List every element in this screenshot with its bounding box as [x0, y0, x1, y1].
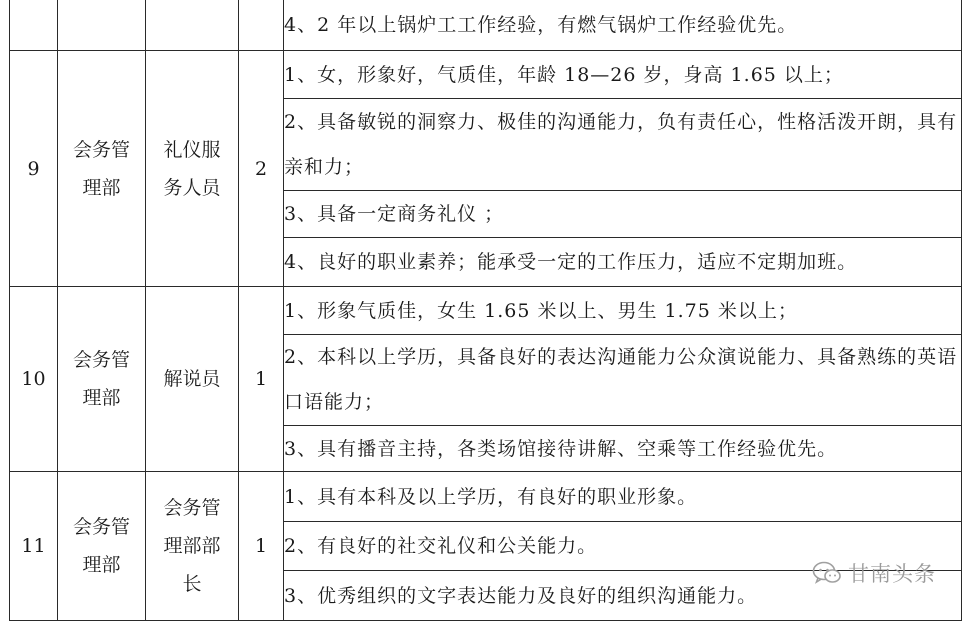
job-requirements-table: [9, 0, 962, 621]
headcount-cell: 2: [239, 51, 284, 287]
department-line: 会务管: [72, 138, 130, 161]
table-row: [10, 51, 962, 99]
department-line: 理部: [82, 176, 121, 199]
position-line: 理部部: [163, 535, 221, 557]
department-cell: [58, 51, 146, 287]
position-line: 解说员: [163, 368, 221, 390]
row-number-cell: [10, 0, 58, 51]
position-cell: [146, 0, 239, 51]
headcount-cell: [239, 0, 284, 51]
requirement-item: 1、女，形象好，气质佳，年龄 18—26 岁，身高 1.65 以上；: [284, 51, 962, 99]
table-row: [10, 0, 962, 51]
position-cell: [146, 287, 239, 472]
position-line: 礼仪服: [163, 138, 221, 161]
requirement-item: 3、优秀组织的文字表达能力及良好的组织沟通能力。: [284, 571, 962, 621]
watermark-text: 甘南头条: [848, 562, 936, 586]
row-number-cell: 10: [10, 287, 58, 472]
department-cell: [58, 287, 146, 472]
requirement-item: 2、具备敏锐的洞察力、极佳的沟通能力，负有责任心，性格活泼开朗，具有亲和力；: [284, 99, 962, 191]
position-line: 务人员: [163, 176, 221, 199]
department-line: 理部: [82, 554, 121, 576]
table-row: [10, 287, 962, 335]
position-line: 长: [182, 573, 202, 595]
department-cell: [58, 0, 146, 51]
wechat-icon: [812, 560, 842, 586]
position-cell: [146, 51, 239, 287]
row-number-cell: 9: [10, 51, 58, 287]
headcount-cell: 1: [239, 472, 284, 621]
watermark: [812, 558, 936, 588]
department-line: 会务管: [72, 349, 130, 371]
row-number-cell: 11: [10, 472, 58, 621]
requirement-item: 1、具有本科及以上学历，有良好的职业形象。: [284, 472, 962, 522]
position-line: 会务管: [163, 497, 221, 519]
department-line: 理部: [82, 387, 121, 409]
requirement-item: 3、具备一定商务礼仪 ；: [284, 191, 962, 238]
table-row: [10, 472, 962, 522]
requirement-item: 4、良好的职业素养；能承受一定的工作压力，适应不定期加班。: [284, 238, 962, 287]
position-cell: [146, 472, 239, 621]
requirement-item: 1、形象气质佳，女生 1.65 米以上、男生 1.75 米以上；: [284, 287, 962, 335]
requirement-item: 2、本科以上学历，具备良好的表达沟通能力公众演说能力、具备熟练的英语口语能力；: [284, 335, 962, 426]
headcount-cell: 1: [239, 287, 284, 472]
requirement-item: 4、2 年以上锅炉工工作经验，有燃气锅炉工作经验优先。: [284, 0, 962, 51]
requirement-item: 2、有良好的社交礼仪和公关能力。: [284, 522, 962, 571]
department-cell: [58, 472, 146, 621]
department-line: 会务管: [72, 516, 130, 538]
requirement-item: 3、具有播音主持，各类场馆接待讲解、空乘等工作经验优先。: [284, 426, 962, 472]
